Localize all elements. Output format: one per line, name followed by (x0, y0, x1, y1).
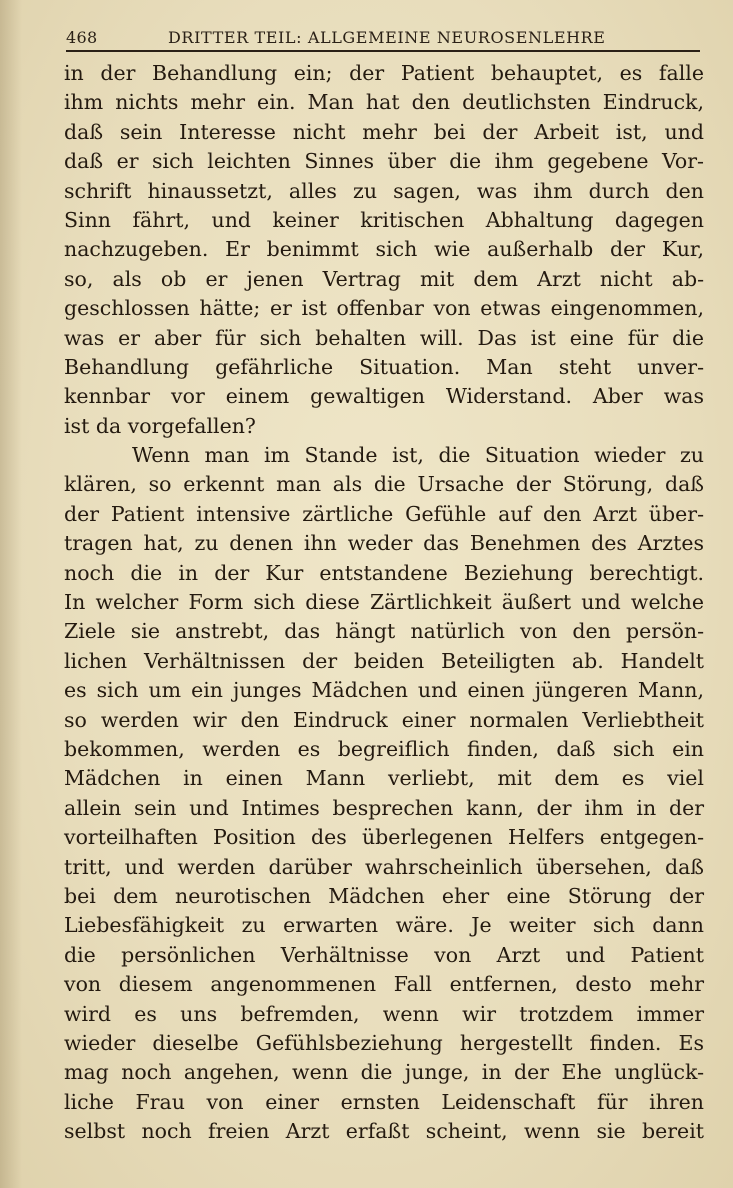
text-line: Behandlung gefährliche Situation. Man steht unver- (64, 354, 704, 379)
header-rule (66, 50, 700, 52)
text-line: Ziele sie anstrebt, das hängt natürlich von den persön- (64, 619, 704, 644)
text-line: so, als ob er jenen Vertrag mit dem Arzt nicht ab- (64, 266, 704, 291)
text-line: von diesem angenommenen Fall entfernen, desto mehr (64, 972, 704, 997)
text-line: nachzugeben. Er benimmt sich wie außerhalb der Kur, (64, 237, 704, 262)
text-line: bei dem neurotischen Mädchen eher eine Störung der (64, 883, 704, 908)
text-line: allein sein und Intimes besprechen kann, der ihm in der (64, 795, 704, 820)
text-line: In welcher Form sich diese Zärtlichkeit äußert und welche (64, 590, 704, 615)
paragraph-first-line: Wenn man im Stande ist, die Situation wieder zu (132, 443, 704, 468)
text-line: vorteilhaften Position des überlegenen Helfers entgegen- (64, 825, 704, 850)
text-line: was er aber für sich behalten will. Das ist eine für die (64, 325, 704, 350)
page-gutter-shadow (0, 0, 22, 1188)
text-line: bekommen, werden es begreiflich finden, daß sich ein (64, 736, 704, 761)
page-number: 468 (66, 28, 98, 47)
text-line: daß sein Interesse nicht mehr bei der Arbeit ist, und (64, 119, 704, 144)
text-line: der Patient intensive zärtliche Gefühle auf den Arzt über- (64, 501, 704, 526)
text-line: wieder dieselbe Gefühlsbeziehung hergestellt finden. Es (64, 1030, 704, 1055)
text-line: daß er sich leichten Sinnes über die ihm gegebene Vor- (64, 149, 704, 174)
page-header (66, 26, 700, 50)
text-line: mag noch angehen, wenn die junge, in der Ehe unglück- (64, 1060, 704, 1085)
text-line: geschlossen hätte; er ist offenbar von etwas eingenommen, (64, 296, 704, 321)
text-line: liche Frau von einer ernsten Leidenschaft für ihren (64, 1089, 704, 1114)
text-line: es sich um ein junges Mädchen und einen jüngeren Mann, (64, 678, 704, 703)
running-title: DRITTER TEIL: ALLGEMEINE NEUROSENLEHRE (168, 28, 606, 47)
text-line: wird es uns befremden, wenn wir trotzdem immer (64, 1001, 704, 1026)
text-line: in der Behandlung ein; der Patient behauptet, es falle (64, 61, 704, 85)
text-line: kennbar vor einem gewaltigen Widerstand. Aber was (64, 384, 704, 409)
text-line: Sinn fährt, und keiner kritischen Abhaltung dagegen (64, 207, 704, 232)
paragraph-last-line: ist da vorgefallen? (64, 413, 256, 438)
text-line: so werden wir den Eindruck einer normalen Verliebtheit (64, 707, 704, 732)
text-line: die persönlichen Verhältnisse von Arzt und Patient (64, 942, 704, 967)
text-line: Liebesfähigkeit zu erwarten wäre. Je weiter sich dann (64, 913, 704, 938)
text-line: tritt, und werden darüber wahrscheinlich übersehen, daß (64, 854, 704, 879)
text-line: Mädchen in einen Mann verliebt, mit dem es viel (64, 766, 704, 791)
text-line: klären, so erkennt man als die Ursache der Störung, daß (64, 472, 704, 497)
text-line: tragen hat, zu denen ihn weder das Benehmen des Arztes (64, 531, 704, 556)
text-line: noch die in der Kur entstandene Beziehung berechtigt. (64, 560, 704, 585)
text-line: schrift hinaussetzt, alles zu sagen, was ihm durch den (64, 178, 704, 203)
text-line: selbst noch freien Arzt erfaßt scheint, wenn sie bereit (64, 1119, 704, 1144)
text-line: ihm nichts mehr ein. Man hat den deutlichsten Eindruck, (64, 90, 704, 115)
text-line: lichen Verhältnissen der beiden Beteiligten ab. Handelt (64, 648, 704, 673)
body-text (64, 59, 704, 1146)
